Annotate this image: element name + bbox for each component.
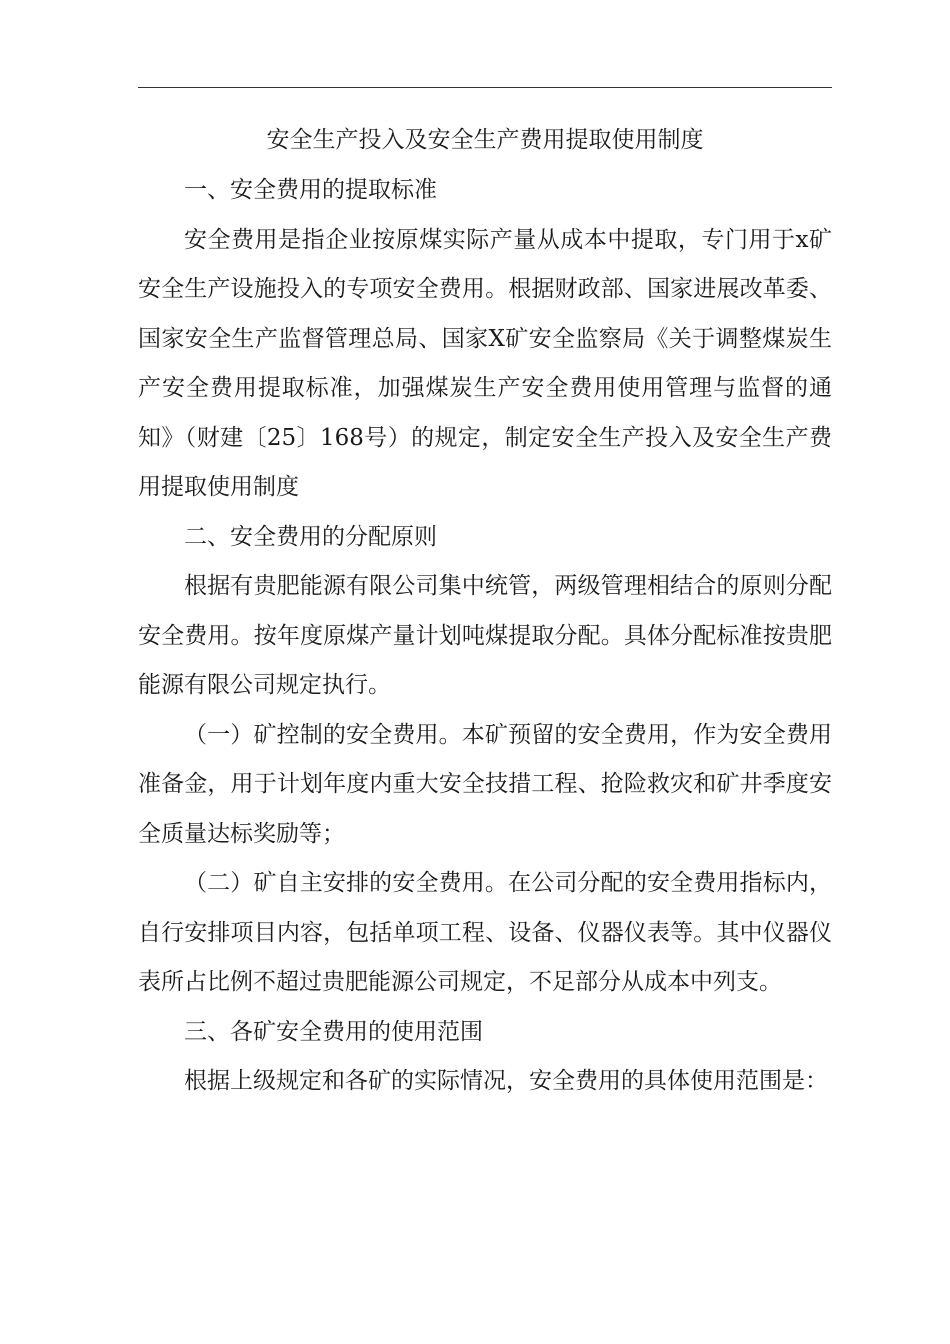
document-body [138, 118, 832, 1107]
header-rule [138, 87, 832, 88]
paragraph-1: 安全费用是指企业按原煤实际产量从成本中提取，专门用于x矿安全生产设施投入的专项安全费用。根据财政部、国家进展改革委、国家安全生产监督管理总局、国家X矿安全监察局《关于调整煤炭生产安全费用提取标准，加强煤炭生产安全费用使用管理与监督的通知》（财建〔25〕168号）的规定，制定安全生产投入及安全生产费用提取使用制度 [138, 226, 832, 500]
paragraph-4: （二）矿自主安排的安全费用。在公司分配的安全费用指标内，自行安排项目内容，包括单项工程、设备、仪器仪表等。其中仪器仪表所占比例不超过贵肥能源公司规定，不足部分从成本中列支。 [138, 870, 832, 995]
document-title: 安全生产投入及安全生产费用提取使用制度 [266, 127, 704, 153]
paragraph-5: 根据上级规定和各矿的实际情况，安全费用的具体使用范围是： [184, 1068, 828, 1094]
paragraph-2: 根据有贵肥能源有限公司集中统管，两级管理相结合的原则分配安全费用。按年度原煤产量计划吨煤提取分配。具体分配标准按贵肥能源有限公司规定执行。 [138, 573, 832, 698]
section-heading-1: 一、安全费用的提取标准 [184, 177, 437, 203]
paragraph-3: （一）矿控制的安全费用。本矿预留的安全费用，作为安全费用准备金，用于计划年度内重大安全技措工程、抢险救灾和矿井季度安全质量达标奖励等； [138, 721, 832, 847]
section-heading-3: 三、各矿安全费用的使用范围 [184, 1018, 483, 1045]
section-heading-2: 二、安全费用的分配原则 [184, 523, 437, 550]
